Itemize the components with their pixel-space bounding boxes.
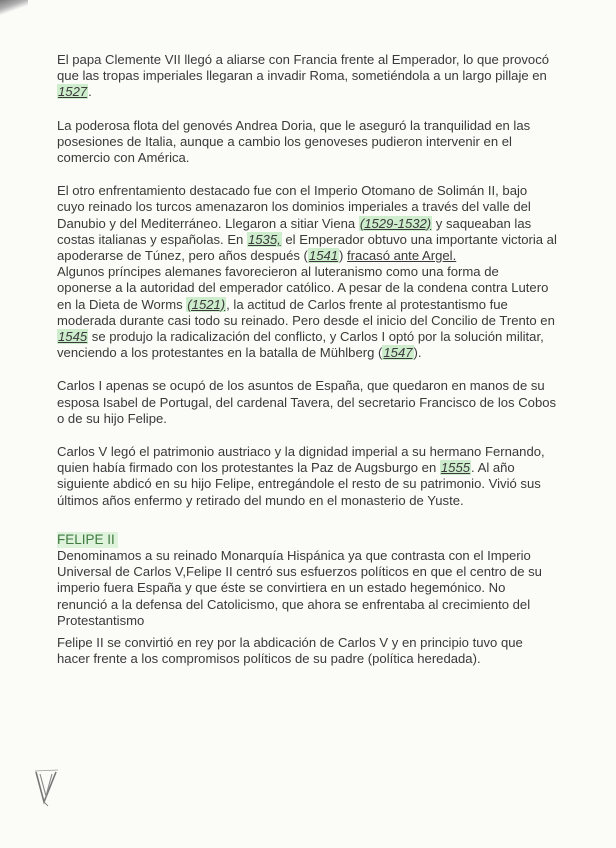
paragraph-clemente	[57, 52, 557, 101]
paragraph-text: .	[88, 84, 92, 100]
date-highlight: 1541	[308, 248, 339, 264]
signature-mark-icon	[34, 768, 68, 808]
section-heading: FELIPE II	[57, 532, 118, 548]
paragraph-text: El otro enfrentamiento destacado fue con el Imperio Otomano de Solimán II, bajo cuyo reinado los turcos amenazaron los dominios imperiales a través del valle del Danubio y del Mediterráneo. Llegaron a sitiar Viena	[57, 183, 531, 231]
date-highlight: 1527	[58, 84, 88, 100]
paragraph-espana: Carlos I apenas se ocupó de los asuntos de España, que quedaron en manos de su esposa Isabel de Portugal, del cardenal Tavera, del secretario Francisco de los Cobos o de su hijo Felipe.	[57, 378, 557, 426]
paragraph-otomano	[57, 183, 557, 264]
date-highlight: 1555	[440, 460, 471, 476]
paragraph-text: ).	[413, 345, 422, 361]
paragraph-text: se produjo la radicalización del conflicto, y Carlos I optó por la solución militar, venciendo a los protestantes en la batalla de Mühlberg (	[57, 329, 544, 361]
paragraph-text: )	[339, 248, 348, 264]
paragraph-text: el Emperador obtuvo una importante victoria al apoderarse de Túnez, pero años después (	[57, 231, 557, 264]
paragraph-luteranismo	[57, 264, 557, 361]
date-highlight: (1521)	[187, 296, 226, 312]
paragraph-felipe-rey: Felipe II se convirtió en rey por la abdicación de Carlos V y en principio tuvo que hacer frente a los compromisos políticos de su padre (política heredada).	[57, 635, 523, 667]
paragraph-text: El papa Clemente VII llegó a aliarse con Francia frente al Emperador, lo que provocó que las tropas imperiales llegaran a invadir Roma, sometiéndola a un largo pillaje en	[57, 52, 550, 84]
scan-corner-mark	[0, 0, 28, 16]
paragraph-text: , la actitud de Carlos frente al protestantismo fue moderada durante casi todo su reinado. Pero desde el inicio del Concilio de Trento en	[57, 296, 555, 328]
paragraph-text: Algunos príncipes alemanes favorecieron al luteranismo como una forma de oponerse a la autoridad del emperador católico. A pesar de la condena contra Lutero en la Dieta de Worms	[57, 264, 549, 312]
paragraph-text: y saqueaban las costas italianas y españolas. En	[57, 215, 532, 247]
underlined-text: fracasó ante Argel.	[347, 248, 457, 264]
section-heading-felipe	[57, 532, 557, 548]
paragraph-text: . Al año siguiente abdicó en su hijo Felipe, entregándole el resto de su patrimonio. Vivió sus últimos años enfermo y retirado del mundo en el monasterio de Yuste.	[57, 460, 541, 508]
date-highlight: 1545	[58, 329, 88, 345]
paragraph-monarquia: Denominamos a su reinado Monarquía Hispánica ya que contrasta con el Imperio Universal de Carlos V,Felipe II centró sus esfuerzos políticos en que el centro de su imperio fuera España y que éste se convirtiera en un estado hegemónico. No renunció a la defensa del Catolicismo, que ahora se enfrentaba al crecimiento del Protestantismo	[57, 548, 542, 628]
document-body	[57, 52, 557, 668]
date-highlight: 1535,	[247, 231, 281, 247]
date-highlight: 1547	[383, 345, 413, 361]
paragraph-text: Carlos V legó el patrimonio austriaco y la dignidad imperial a su hermano Fernando, quien había firmado con los protestantes la Paz de Augsburgo en	[57, 444, 545, 476]
paragraph-doria: La poderosa flota del genovés Andrea Doria, que le aseguró la tranquilidad en las posesiones de Italia, aunque a cambio los genoveses pudieron intervenir en el comercio con América.	[57, 117, 531, 166]
date-highlight: (1529-1532)	[359, 215, 432, 231]
paragraph-legado	[57, 444, 557, 509]
